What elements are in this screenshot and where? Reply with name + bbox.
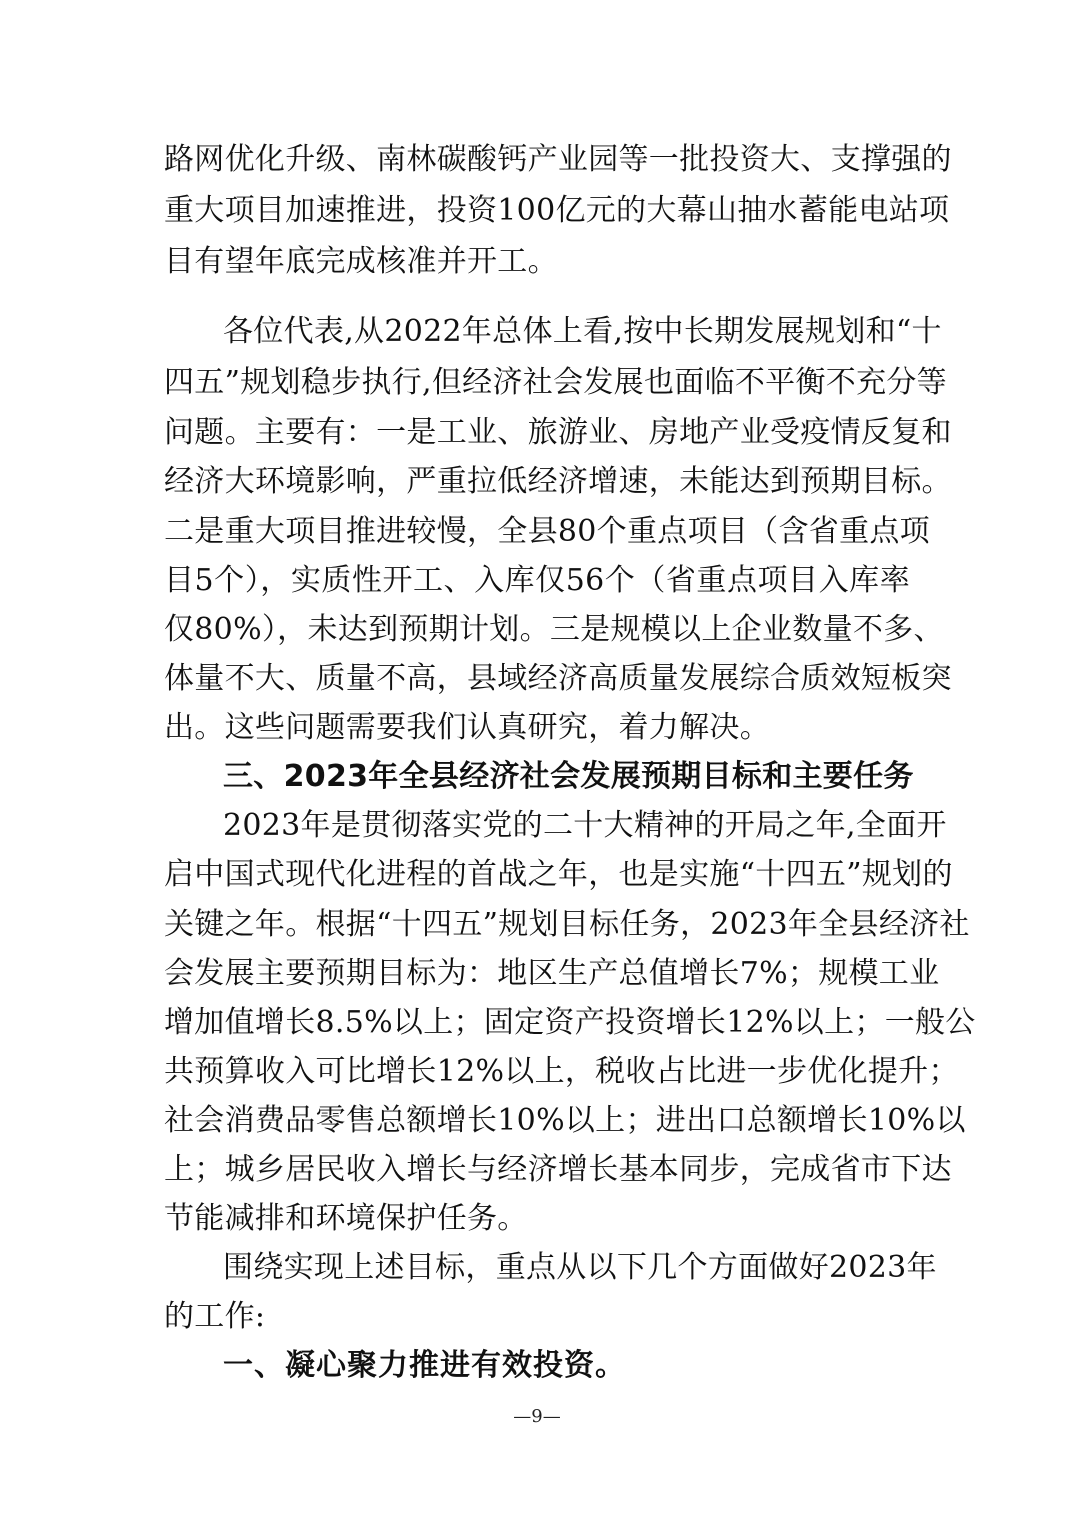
- paragraph-line: 各位代表,从2022年总体上看,按中长期发展规划和“十: [223, 314, 942, 349]
- paragraph-line: 路网优化升级、南林碳酸钙产业园等一批投资大、支撑强的: [164, 142, 952, 177]
- paragraph-line: 目5个），实质性开工、入库仅56个（省重点项目入库率: [164, 563, 910, 598]
- paragraph-line: 出。这些问题需要我们认真研究，着力解决。: [164, 710, 770, 745]
- paragraph-line: 会发展主要预期目标为：地区生产总值增长7%；规模工业: [164, 956, 940, 991]
- paragraph-line: 二是重大项目推进较慢，全县80个重点项目（含省重点项: [164, 514, 930, 549]
- paragraph-line: 2023年是贯彻落实党的二十大精神的开局之年,全面开: [223, 808, 947, 843]
- paragraph-line: 问题。主要有：一是工业、旅游业、房地产业受疫情反复和: [164, 415, 952, 450]
- paragraph-line: 体量不大、质量不高，县域经济高质量发展综合质效短板突: [164, 661, 952, 696]
- paragraph-line: 启中国式现代化进程的首战之年，也是实施“十四五”规划的: [164, 857, 953, 892]
- paragraph-line: 重大项目加速推进，投资100亿元的大幕山抽水蓄能电站项: [164, 193, 950, 228]
- paragraph-line: 增加值增长8.5%以上；固定资产投资增长12%以上；一般公: [164, 1005, 976, 1040]
- paragraph-line: 经济大环境影响，严重拉低经济增速，未能达到预期目标。: [164, 464, 952, 499]
- paragraph-line: 仅80%），未达到预期计划。三是规模以上企业数量不多、: [164, 612, 944, 647]
- paragraph-line: 围绕实现上述目标，重点从以下几个方面做好2023年: [223, 1250, 937, 1285]
- paragraph-line: 共预算收入可比增长12%以上，税收占比进一步优化提升；: [164, 1054, 959, 1089]
- paragraph-line: 的工作:: [164, 1299, 266, 1334]
- subsection-heading: 一、凝心聚力推进有效投资。: [223, 1348, 626, 1383]
- page-number: —9—: [513, 1406, 561, 1427]
- paragraph-line: 上；城乡居民收入增长与经济增长基本同步，完成省市下达: [164, 1152, 952, 1187]
- paragraph-line: 目有望年底完成核准并开工。: [164, 244, 558, 279]
- paragraph-line: 节能减排和环境保护任务。: [164, 1201, 528, 1236]
- section-heading: 三、2023年全县经济社会发展预期目标和主要任务: [223, 759, 914, 794]
- paragraph-line: 关键之年。根据“十四五”规划目标任务，2023年全县经济社: [164, 907, 970, 942]
- paragraph-line: 四五”规划稳步执行,但经济社会发展也面临不平衡不充分等: [164, 365, 947, 400]
- paragraph-line: 社会消费品零售总额增长10%以上；进出口总额增长10%以: [164, 1103, 966, 1138]
